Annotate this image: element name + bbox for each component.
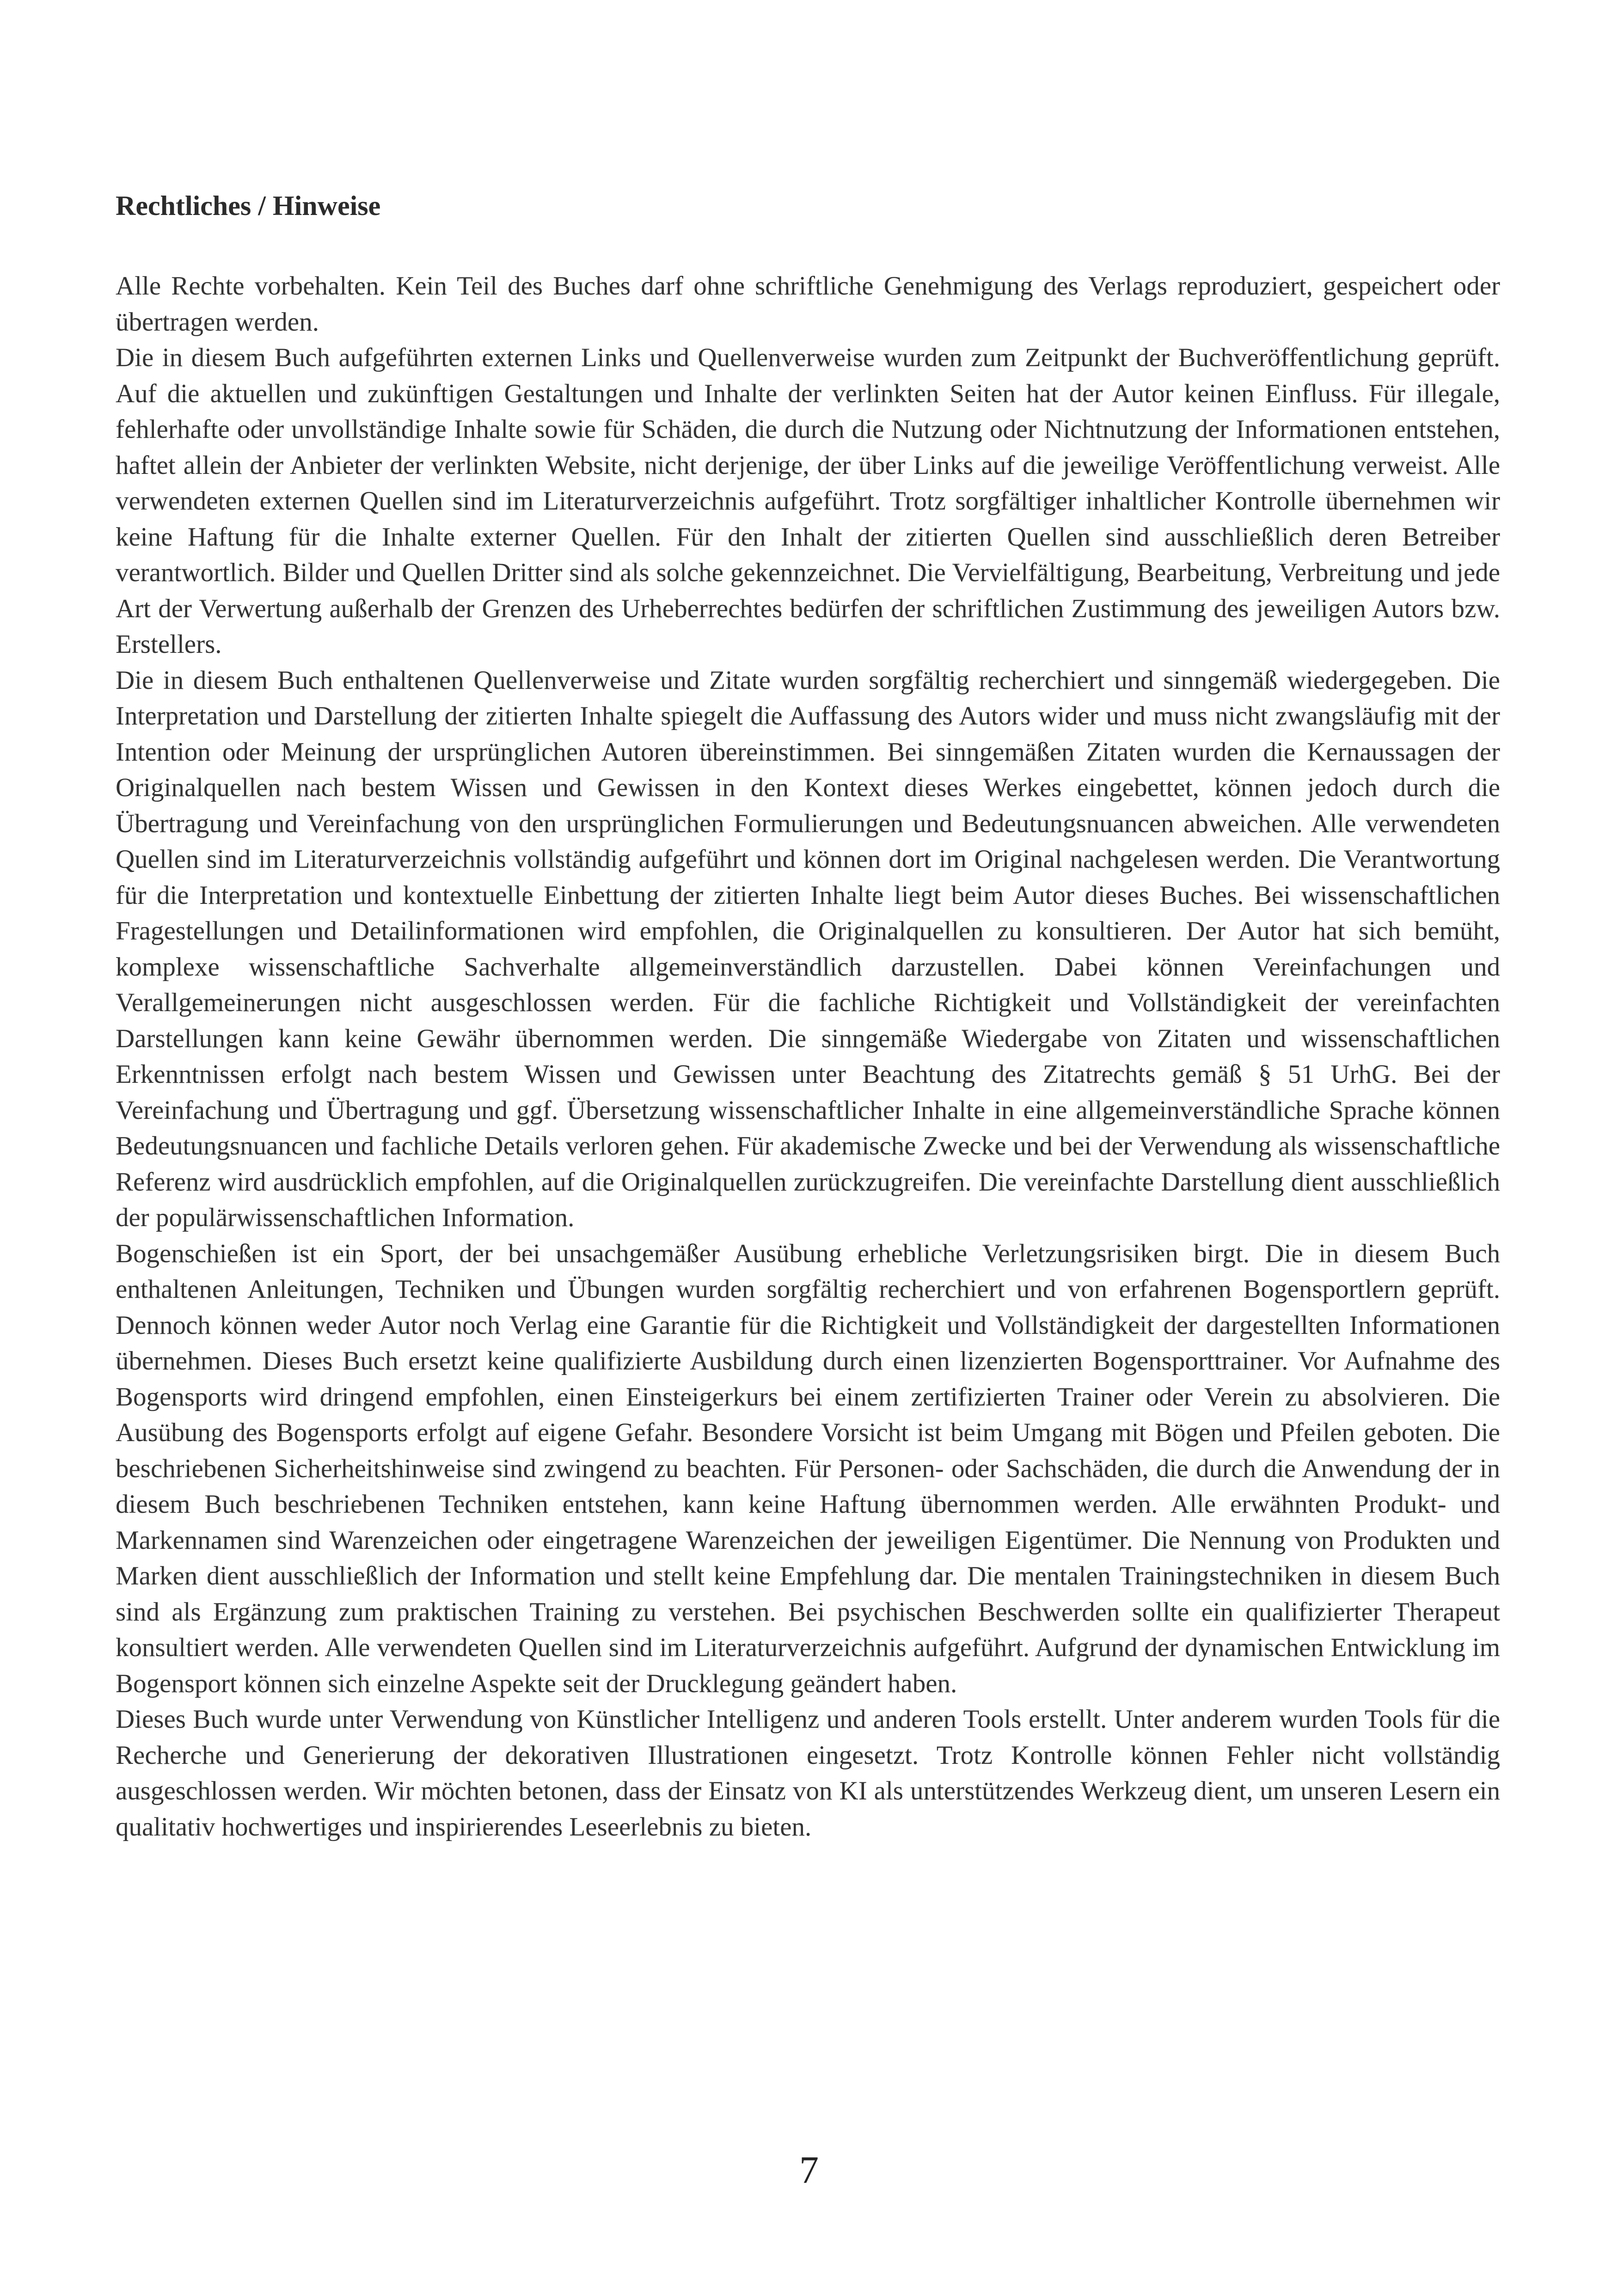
page-number: 7 (799, 2149, 819, 2192)
paragraph-ai-usage: Dieses Buch wurde unter Verwendung von Künstlicher Intelligenz und anderen Tools erstellt. Unter anderem wurden Tools für die Recherche und Generierung der dekorativen Illustrationen eingesetzt. Trotz Kontrolle können Fehler nicht vollständig ausgeschlossen werden. Wir möchten betonen, dass der Einsatz von KI als unterstützendes Werkzeug dient, um unseren Lesern ein qualitativ hochwertiges und inspirierendes Leseerlebnis zu bieten. (116, 1705, 1500, 1842)
paragraph-citations: Die in diesem Buch enthaltenen Quellenverweise und Zitate wurden sorgfältig recherchiert und sinngemäß wiedergegeben. Die Interpretation und Darstellung der zitierten Inhalte spiegelt die Auffassung des Autors wider und muss nicht zwangsläufig mit der Intention oder Meinung der ursprünglichen Autoren übereinstimmen. Bei sinngemäßen Zitaten wurden die Kernaussagen der Originalquellen nach bestem Wissen und Gewissen in den Kontext dieses Werkes eingebettet, können jedoch durch die Übertragung und Vereinfachung von den ursprünglichen Formulierungen und Bedeutungsnuancen abweichen. Alle verwendeten Quellen sind im Literaturverzeichnis vollständig aufgeführt und können dort im Original nachgelesen werden. Die Verantwortung für die Interpretation und kontextuelle Einbettung der zitierten Inhalte liegt beim Autor dieses Buches. Bei wissenschaftlichen Fragestellungen und Detailinformationen wird empfohlen, die Originalquellen zu konsultieren. Der Autor hat sich bemüht, komplexe wissenschaftliche Sachverhalte allgemeinverständlich darzustellen. Dabei können Vereinfachungen und Verallgemeinerungen nicht ausgeschlossen werden. Für die fachliche Richtigkeit und Vollständigkeit der vereinfachten Darstellungen kann keine Gewähr übernommen werden. Die sinngemäße Wiedergabe von Zitaten und wissenschaftlichen Erkenntnissen erfolgt nach bestem Wissen und Gewissen unter Beachtung des Zitatrechts gemäß § 51 UrhG. Bei der Vereinfachung und Übertragung und ggf. Übersetzung wissenschaftlicher Inhalte in eine allgemeinverständliche Sprache können Bedeutungsnuancen und fachliche Details verloren gehen. Für akademische Zwecke und bei der Verwendung als wissenschaftliche Referenz wird ausdrücklich empfohlen, auf die Originalquellen zurückzugreifen. Die vereinfachte Darstellung dient ausschließlich der populärwissenschaftlichen Information. (116, 665, 1500, 1232)
paragraph-archery-safety: Bogenschießen ist ein Sport, der bei unsachgemäßer Ausübung erhebliche Verletzungsrisiken birgt. Die in diesem Buch enthaltenen Anleitungen, Techniken und Übungen wurden sorgfältig recherchiert und von erfahrenen Bogensportlern geprüft. Dennoch können weder Autor noch Verlag eine Garantie für die Richtigkeit und Vollständigkeit der dargestellten Informationen übernehmen. Dieses Buch ersetzt keine qualifizierte Ausbildung durch einen lizenzierten Bogensporttrainer. Vor Aufnahme des Bogensports wird dringend empfohlen, einen Einsteigerkurs bei einem zertifizierten Trainer oder Verein zu absolvieren. Die Ausübung des Bogensports erfolgt auf eigene Gefahr. Besondere Vorsicht ist beim Umgang mit Bögen und Pfeilen geboten. Die beschriebenen Sicherheitshinweise sind zwingend zu beachten. Für Personen- oder Sachschäden, die durch die Anwendung der in diesem Buch beschriebenen Techniken entstehen, kann keine Haftung übernommen werden. Alle erwähnten Produkt- und Markennamen sind Warenzeichen oder eingetragene Warenzeichen der jeweiligen Eigentümer. Die Nennung von Produkten und Marken dient ausschließlich der Information und stellt keine Empfehlung dar. Die mentalen Trainingstechniken in diesem Buch sind als Ergänzung zum praktischen Training zu verstehen. Bei psychischen Beschwerden sollte ein qualifizierter Therapeut konsultiert werden. Alle verwendeten Quellen sind im Literaturverzeichnis aufgeführt. Aufgrund der dynamischen Entwicklung im Bogensport können sich einzelne Aspekte seit der Drucklegung geändert haben. (116, 1239, 1500, 1698)
legal-notice-body (116, 268, 1500, 1845)
paragraph-external-links: Die in diesem Buch aufgeführten externen Links und Quellenverweise wurden zum Zeitpunkt der Buchveröffentlichung geprüft. Auf die aktuellen und zukünftigen Gestaltungen und Inhalte der verlinkten Seiten hat der Autor keinen Einfluss. Für illegale, fehlerhafte oder unvollständige Inhalte sowie für Schäden, die durch die Nutzung oder Nichtnutzung der Informationen entstehen, haftet allein der Anbieter der verlinkten Website, nicht derjenige, der über Links auf die jeweilige Veröffentlichung verweist. Alle verwendeten externen Quellen sind im Literaturverzeichnis aufgeführt. Trotz sorgfältiger inhaltlicher Kontrolle übernehmen wir keine Haftung für die Inhalte externer Quellen. Für den Inhalt der zitierten Quellen sind ausschließlich deren Betreiber verantwortlich. Bilder und Quellen Dritter sind als solche gekennzeichnet. Die Vervielfältigung, Bearbeitung, Verbreitung und jede Art der Verwertung außerhalb der Grenzen des Urheberrechtes bedürfen der schriftlichen Zustimmung des jeweiligen Autors bzw. Erstellers. (116, 343, 1500, 659)
page-title: Rechtliches / Hinweise (116, 190, 381, 221)
paragraph-copyright: Alle Rechte vorbehalten. Kein Teil des Buches darf ohne schriftliche Genehmigung des Verlags reproduziert, gespeichert oder übertragen werden. (116, 271, 1500, 337)
